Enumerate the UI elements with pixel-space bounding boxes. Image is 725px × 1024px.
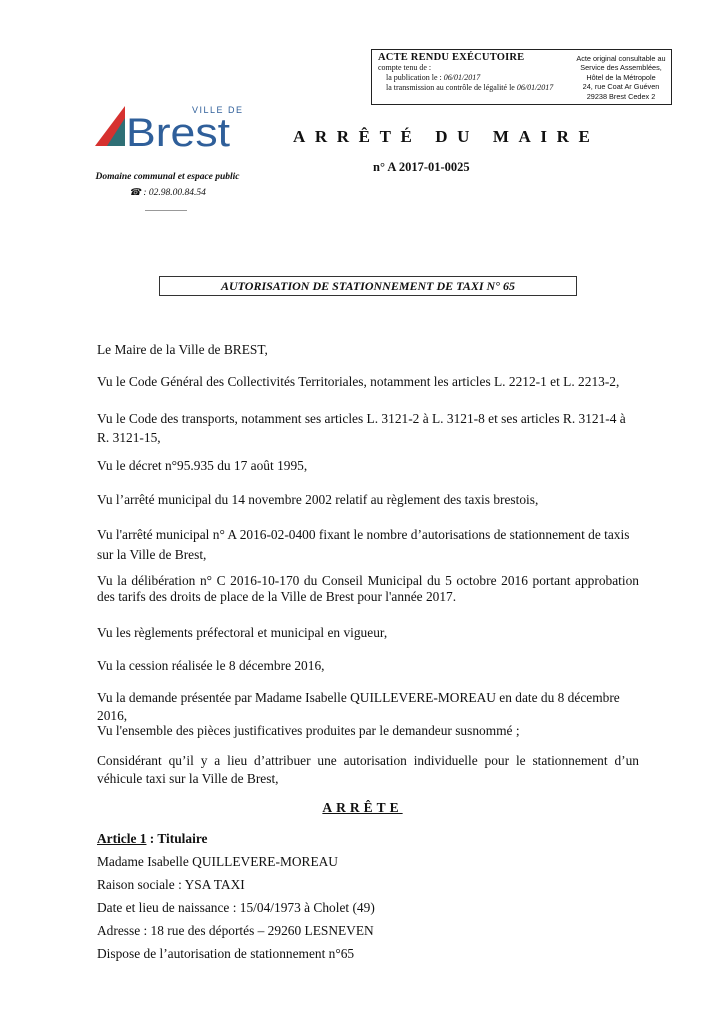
preamble-mayor: Le Maire de la Ville de BREST, [97,342,268,357]
stamp-publication [378,73,574,83]
preamble-item: Vu le Code des transports, notamment ses articles L. 3121-2 à L. 3121-8 et ses articles R. 3121-4 à R. 3121-15, [97,411,626,445]
preamble-considering: Considérant qu’il y a lieu d’attribuer une autorisation individuelle pour le stationnement d’un véhicule taxi sur la Ville de Brest, [97,753,639,786]
stamp-left-column [378,52,574,93]
stamp-publication-date: 06/01/2017 [443,73,481,82]
article-1-line: Date et lieu de naissance : 15/04/1973 à Cholet (49) [97,900,375,915]
stamp-consult-line: 24, rue Coat Ar Guéven [582,82,660,92]
department-phone: ☎ : 02.98.00.84.54 [129,188,206,198]
stamp-consult-line: 29238 Brest Cedex 2 [586,91,656,101]
decree-number: n° A 2017-01-0025 [373,160,470,174]
decision-heading-text: ARRÊTE [322,800,403,815]
header-divider [145,210,187,211]
preamble-item: Vu la délibération n° C 2016-10-170 du Conseil Municipal du 5 octobre 2016 portant approbation des tarifs des droits de place de la Ville de Brest pour l'année 2017. [97,573,639,604]
decision-heading [0,800,725,816]
article-1-heading: : Titulaire [146,831,208,846]
preamble-item: Vu l'ensemble des pièces justificatives produites par le demandeur susnommé ; [97,723,520,738]
preamble-item: Vu la cession réalisée le 8 décembre 2016, [97,658,325,673]
article-1-line: Adresse : 18 rue des déportés – 29260 LESNEVEN [97,923,374,938]
article-1-line: Dispose de l’autorisation de stationnement n°65 [97,946,355,961]
page-title: ARRÊTÉ DU MAIRE [293,127,600,146]
preamble-item: Vu le décret n°95.935 du 17 août 1995, [97,458,308,473]
article-1-label: Article 1 [97,831,147,846]
preamble-item: Vu l’arrêté municipal du 14 novembre 2002 relatif au règlement des taxis brestois, [97,492,539,507]
logo-big-text: Brest [126,111,230,155]
stamp-legality-date: 06/01/2017 [516,83,554,92]
stamp-consult-line: Acte original consultable au [576,54,666,63]
stamp-consult-line: Hôtel de la Métropole [586,72,656,82]
article-1-title [97,830,639,848]
logo-small-text: VILLE DE [192,105,244,115]
preamble-item: Vu le Code Général des Collectivités Territoriales, notamment les articles L. 2212-1 et L. 2213-2, [97,374,620,389]
stamp-subtitle: compte tenu de : [378,63,432,72]
stamp-title: ACTE RENDU EXÉCUTOIRE [378,52,525,63]
article-1-line: Raison sociale : YSA TAXI [97,877,245,892]
executory-stamp [371,49,672,105]
preamble-item: Vu la demande présentée par Madame Isabelle QUILLEVERE-MOREAU en date du 8 décembre 2016, [97,690,620,723]
preamble-item: Vu les règlements préfectoral et municipal en vigueur, [97,625,388,640]
department-name: Domaine communal et espace public [95,172,240,182]
stamp-legality [378,83,574,93]
stamp-publication-label: la publication le : [386,73,442,82]
brest-logo [95,104,244,155]
stamp-legality-label: la transmission au contrôle de légalité le [386,83,515,92]
telephone-icon: ☎ [129,188,141,198]
article-1-line: Madame Isabelle QUILLEVERE-MOREAU [97,854,338,869]
stamp-consult-info [572,54,670,101]
subject-box: AUTORISATION DE STATIONNEMENT DE TAXI N° 65 [159,276,577,296]
phone-number: 02.98.00.84.54 [148,188,206,198]
preamble-item: Vu l'arrêté municipal n° A 2016-02-0400 fixant le nombre d’autorisations de stationnement de taxis sur la Ville de Brest, [97,527,630,562]
stamp-consult-line: Service des Assemblées, [580,63,662,73]
